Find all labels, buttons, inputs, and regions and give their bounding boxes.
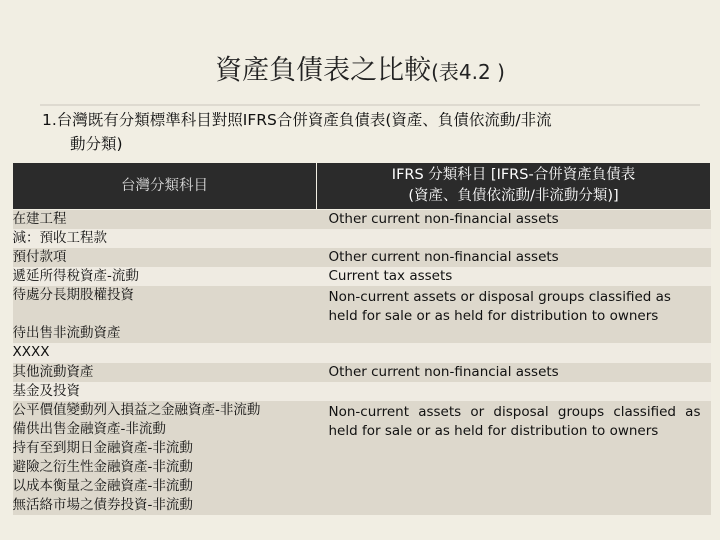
intro-line-2: 動分類): [70, 135, 123, 153]
header-ifrs-line-2: (資產、負債依流動/非流動分類)]: [408, 188, 619, 204]
taiwan-account-cell: 避險之衍生性金融資產-非流動: [13, 458, 317, 477]
table-row: [13, 267, 711, 286]
header-taiwan-accounts: 台灣分類科目: [13, 163, 317, 210]
ifrs-account-cell: Other current non-financial assets: [317, 363, 711, 382]
taiwan-account-cell: 無活絡市場之債券投資-非流動: [13, 496, 317, 515]
table-header-row: [13, 163, 711, 210]
ifrs-account-cell: [317, 343, 711, 362]
ifrs-account-cell: [317, 382, 711, 401]
taiwan-account-cell: 待出售非流動資產: [13, 305, 317, 343]
taiwan-account-cell: 在建工程: [13, 210, 317, 230]
taiwan-account-cell: 公平價值變動列入損益之金融資產-非流動: [13, 401, 317, 420]
table-row: [13, 248, 711, 267]
slide-title: [0, 48, 720, 87]
taiwan-account-cell: 減：預收工程款: [13, 229, 317, 248]
ifrs-account-cell: [317, 229, 711, 248]
taiwan-account-cell: 遞延所得稅資產-流動: [13, 267, 317, 286]
taiwan-account-cell: 以成本衡量之金融資產-非流動: [13, 477, 317, 496]
title-suffix: (表4.2 ): [431, 60, 505, 84]
table-row: [13, 210, 711, 230]
ifrs-account-cell: Other current non-financial assets: [317, 248, 711, 267]
ifrs-account-cell: Non-current assets or disposal groups classified as held for sale or as held for distribution to owners: [317, 401, 711, 516]
taiwan-account-cell: 待處分長期股權投資: [13, 286, 317, 305]
taiwan-account-cell: 預付款項: [13, 248, 317, 267]
title-main: 資產負債表之比較: [215, 55, 432, 86]
taiwan-account-cell: 其他流動資產: [13, 363, 317, 382]
table-row: [13, 401, 711, 420]
table-row: [13, 286, 711, 305]
table-row: [13, 343, 711, 362]
header-ifrs-line-1: IFRS 分類科目 [IFRS-合併資產負債表: [391, 167, 636, 183]
intro-line-1: 1.台灣既有分類標準科目對照IFRS合併資產負債表(資產、負債依流動/非流: [42, 111, 552, 129]
table-row: [13, 363, 711, 382]
taiwan-account-cell: 基金及投資: [13, 382, 317, 401]
title-divider: [40, 104, 700, 106]
intro-text: [42, 108, 692, 156]
header-ifrs-accounts: [317, 163, 711, 210]
taiwan-account-cell: 持有至到期日金融資產-非流動: [13, 439, 317, 458]
comparison-table: [12, 162, 711, 515]
table-row: [13, 229, 711, 248]
ifrs-account-cell: Current tax assets: [317, 267, 711, 286]
table-row: [13, 382, 711, 401]
ifrs-account-cell: Non-current assets or disposal groups classified as held for sale or as held for distribution to owners: [317, 286, 711, 343]
taiwan-account-cell: XXXX: [13, 343, 317, 362]
ifrs-account-cell: Other current non-financial assets: [317, 210, 711, 230]
taiwan-account-cell: 備供出售金融資產-非流動: [13, 420, 317, 439]
